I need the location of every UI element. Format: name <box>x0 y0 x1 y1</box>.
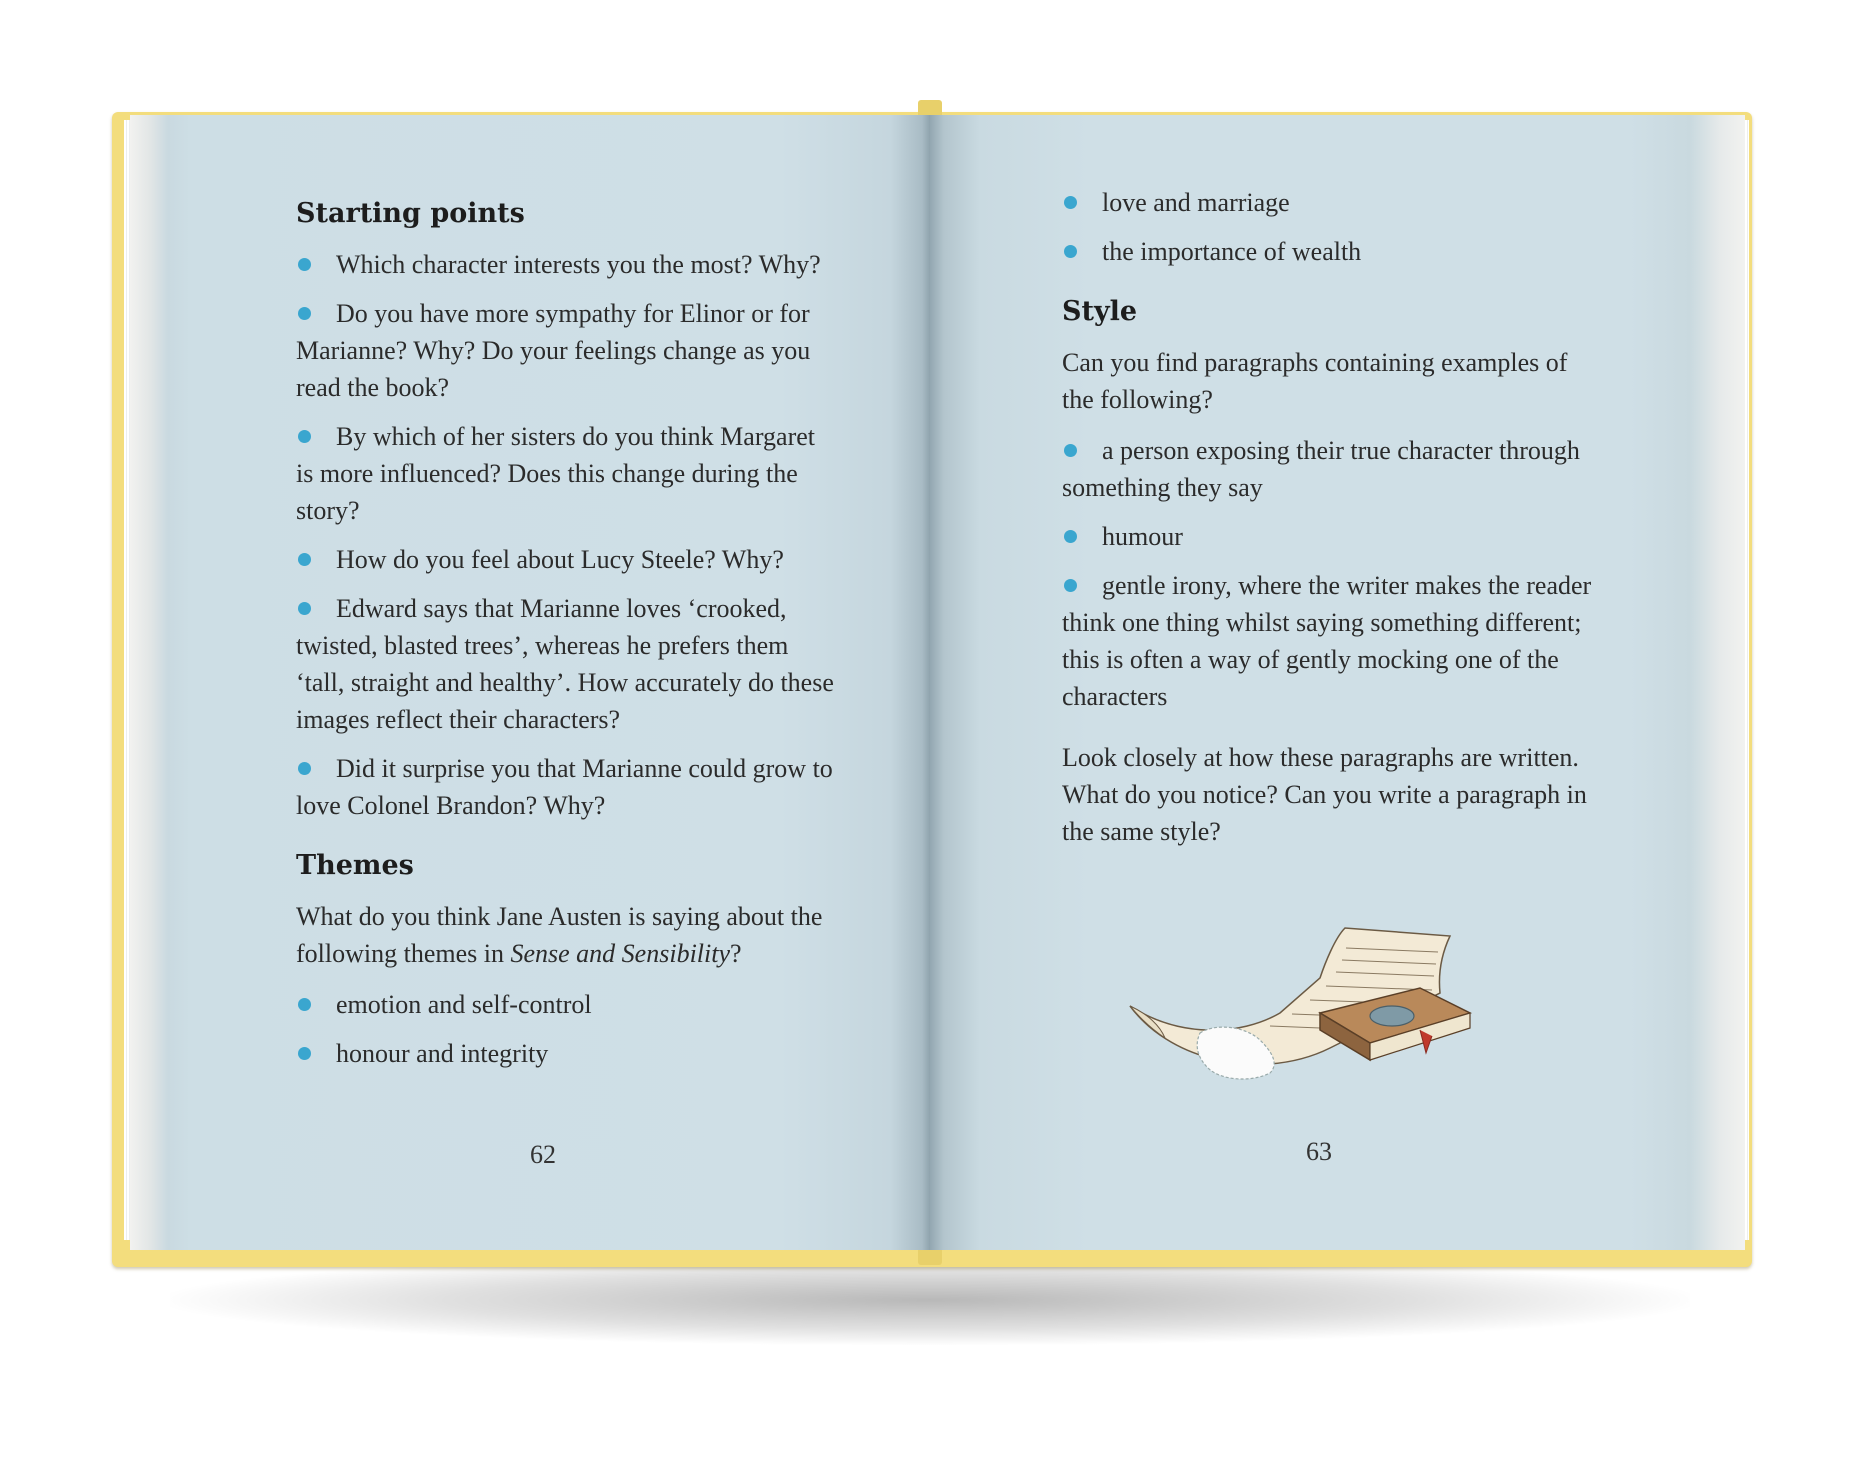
bullet-icon <box>1064 579 1077 592</box>
book-shadow <box>170 1255 1690 1345</box>
book-title: Sense and Sensibility <box>510 939 730 968</box>
list-item: love and marriage <box>1062 184 1602 221</box>
bullet-icon <box>298 762 311 775</box>
list-item: the importance of wealth <box>1062 233 1602 270</box>
bullet-icon <box>1064 444 1077 457</box>
style-closing: Look closely at how these paragraphs are written. What do you notice? Can you write a paragraph in the same style? <box>1062 743 1587 846</box>
bullet-icon <box>298 307 311 320</box>
themes-heading: Themes <box>296 850 414 881</box>
list-item: humour <box>1062 518 1602 555</box>
page-number-left: 62 <box>530 1140 556 1169</box>
right-page-content <box>1062 184 1602 864</box>
themes-intro: What do you think Jane Austen is saying about the following themes in Sense and Sensibility? <box>296 902 823 968</box>
bullet-icon <box>298 998 311 1011</box>
letter-and-book-illustration <box>1120 918 1500 1098</box>
bullet-icon <box>298 1047 311 1060</box>
bullet-icon <box>1064 245 1077 258</box>
style-heading: Style <box>1062 296 1138 327</box>
bullet-icon <box>298 258 311 271</box>
list-item: honour and integrity <box>296 1035 836 1072</box>
left-page-content <box>296 196 836 1096</box>
bullet-icon <box>1064 196 1077 209</box>
style-list <box>1062 432 1602 715</box>
list-item: Which character interests you the most? Why? <box>296 246 836 283</box>
bullet-icon <box>298 430 311 443</box>
themes-list-continued <box>1062 184 1602 270</box>
list-item: gentle irony, where the writer makes the reader think one thing whilst saying something different; this is often a way of gently mocking one of the characters <box>1062 571 1592 711</box>
list-item: Did it surprise you that Marianne could grow to love Colonel Brandon? Why? <box>296 754 833 820</box>
list-item: By which of her sisters do you think Margaret is more influenced? Does this change during the story? <box>296 422 815 525</box>
list-item: Do you have more sympathy for Elinor or for Marianne? Why? Do your feelings change as you read the book? <box>296 299 811 402</box>
style-intro: Can you find paragraphs containing examples of the following? <box>1062 348 1568 414</box>
bullet-icon <box>1064 530 1077 543</box>
page-number-right: 63 <box>1306 1137 1332 1166</box>
themes-list <box>296 986 836 1072</box>
starting-points-heading: Starting points <box>296 198 525 229</box>
list-item: a person exposing their true character through something they say <box>1062 436 1580 502</box>
bullet-icon <box>298 602 311 615</box>
list-item: Edward says that Marianne loves ‘crooked, twisted, blasted trees’, whereas he prefers them ‘tall, straight and healthy’. How accurately do these images reflect their characters? <box>296 594 834 734</box>
list-item: emotion and self-control <box>296 986 836 1023</box>
starting-points-list <box>296 246 836 824</box>
bullet-icon <box>298 553 311 566</box>
list-item: How do you feel about Lucy Steele? Why? <box>296 541 836 578</box>
